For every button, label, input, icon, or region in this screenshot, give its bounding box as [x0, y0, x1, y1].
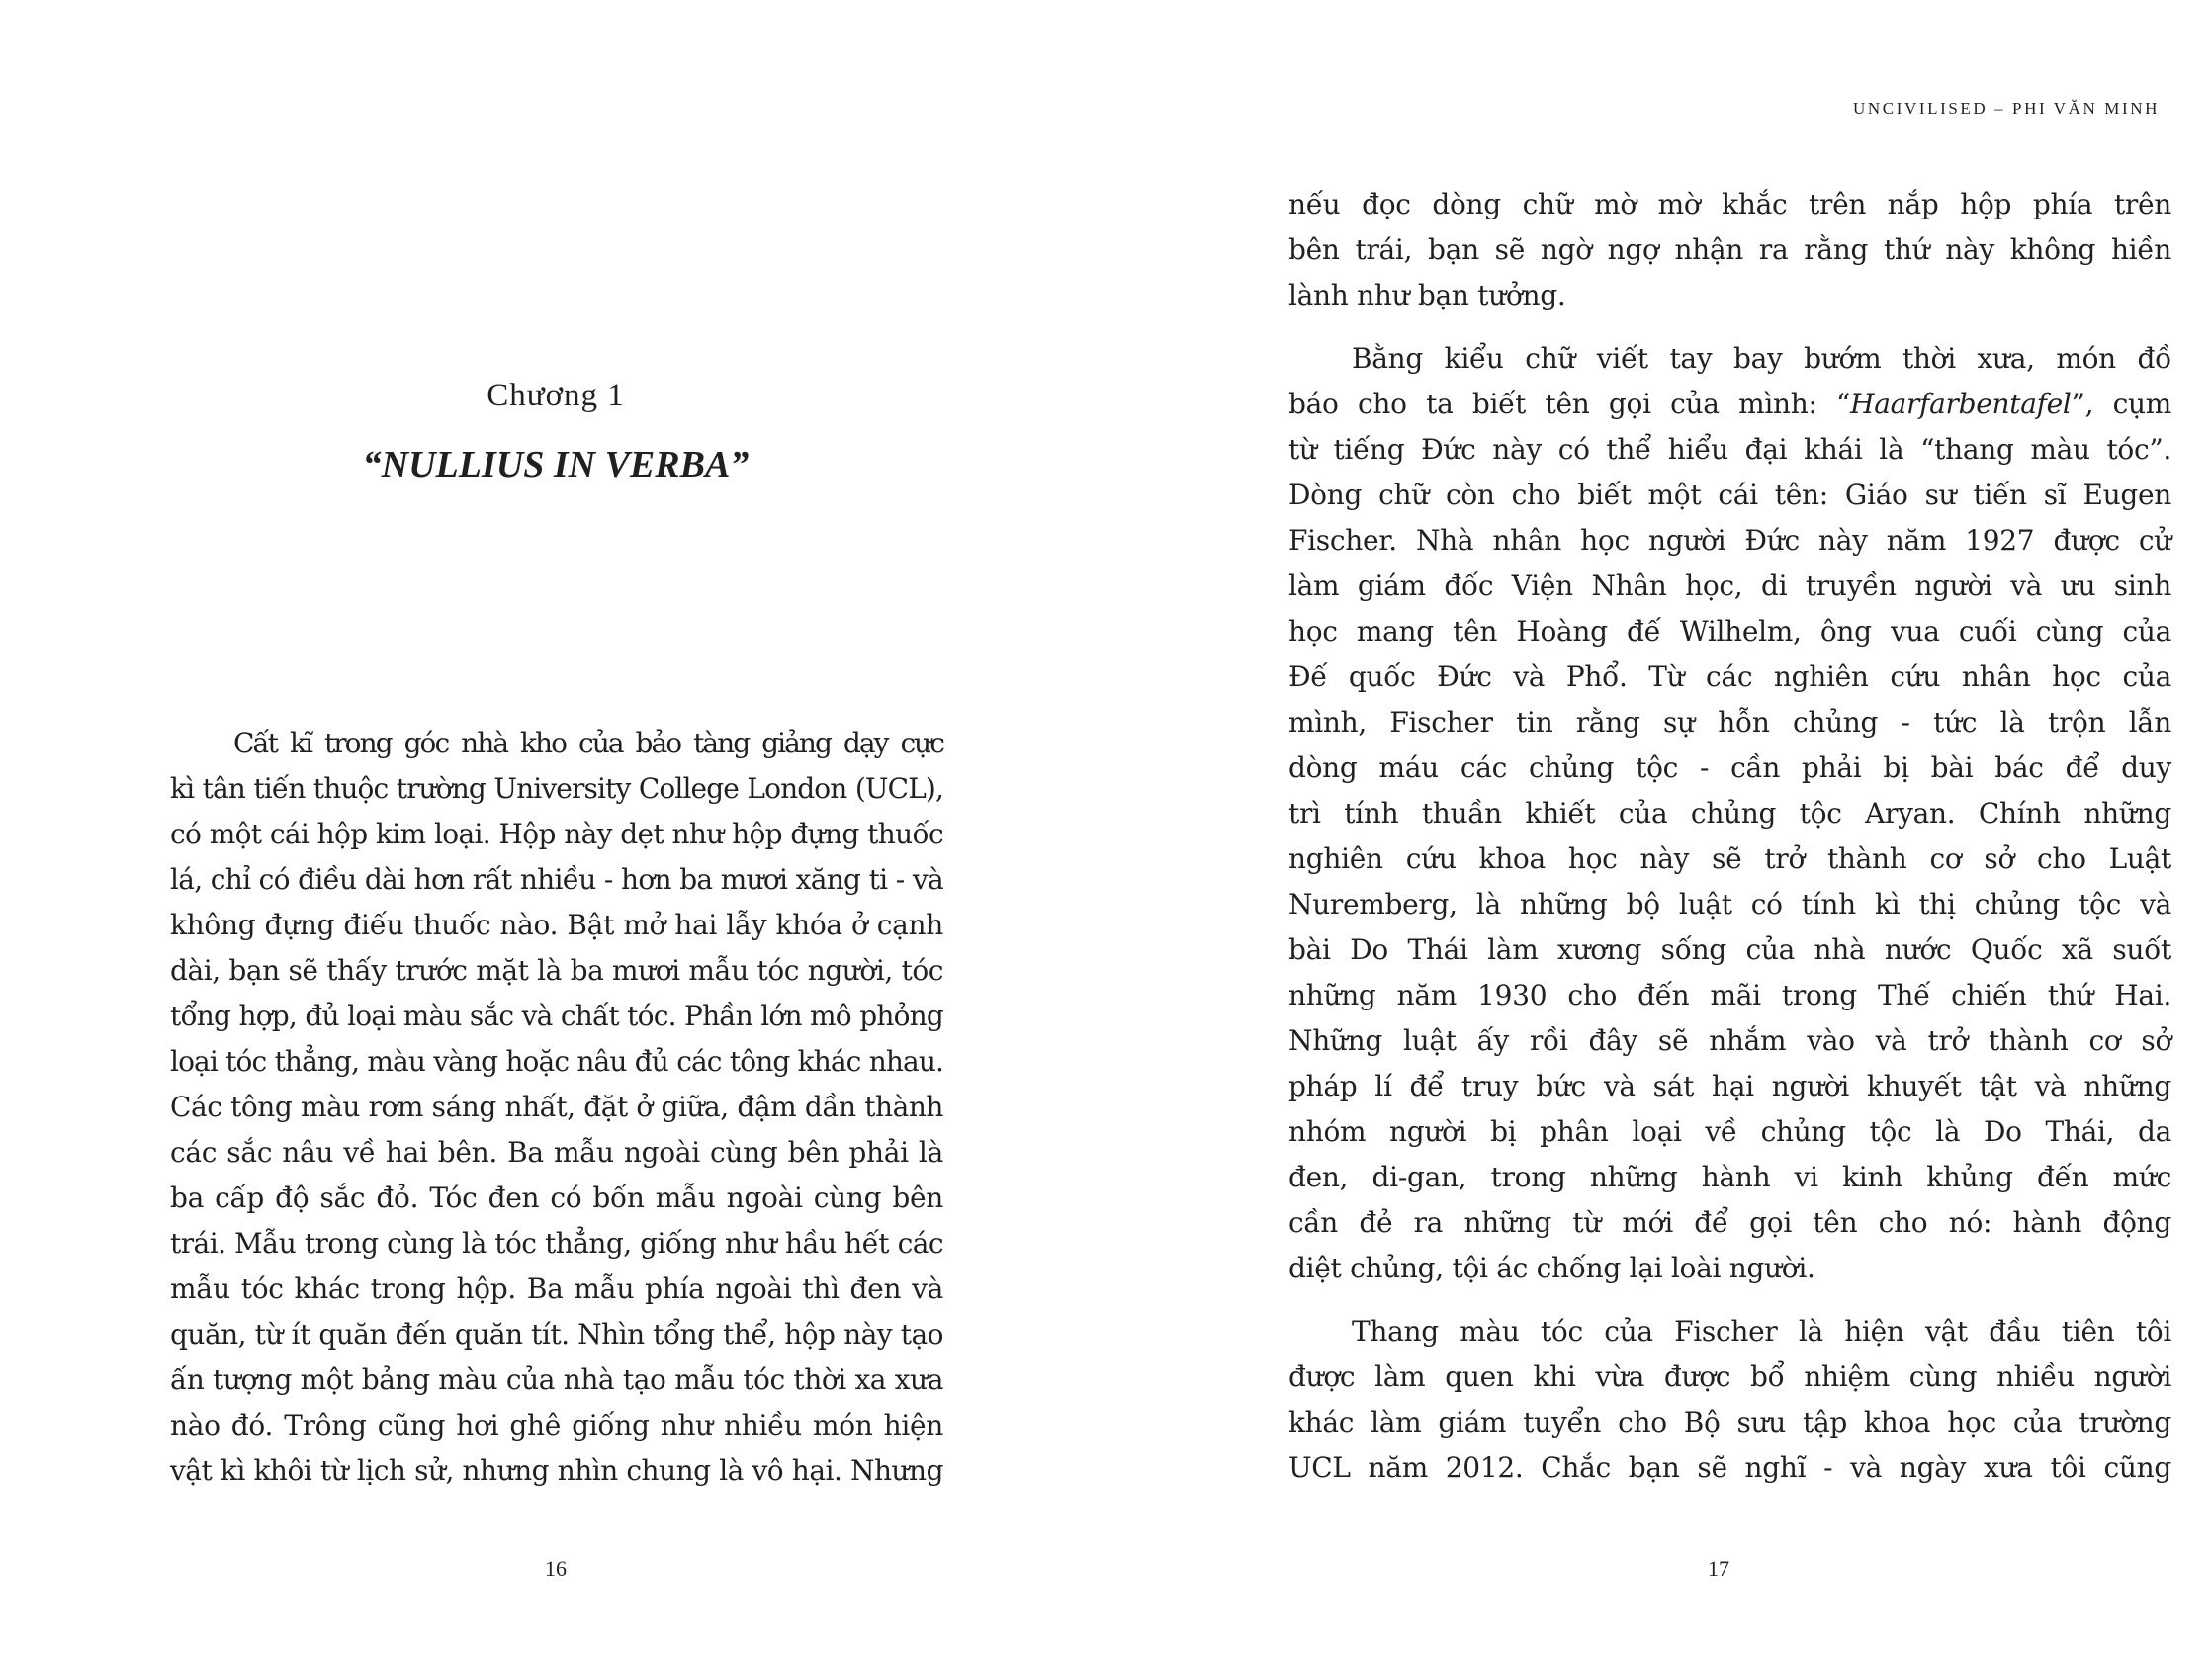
text-line: nghiên cứu khoa học này sẽ trở thành cơ sở cho Luật [1288, 842, 2171, 875]
right-page [1106, 0, 2212, 1667]
text-line: học mang tên Hoàng đế Wilhelm, ông vua cuối cùng của [1288, 615, 2171, 648]
text-line: Dòng chữ còn cho biết một cái tên: Giáo sư tiến sĩ Eugen [1288, 479, 2171, 511]
text-line: pháp lí để truy bức và sát hại người khuyết tật và những [1288, 1070, 2171, 1102]
paragraph [1288, 336, 2171, 1291]
text-line: Cất kĩ trong góc nhà kho của bảo tàng giảng dạy cực [233, 727, 943, 759]
text-line: Bằng kiểu chữ viết tay bay bướm thời xưa, món đồ [1352, 342, 2171, 375]
text-line: ấn tượng một bảng màu của nhà tạo mẫu tóc thời xa xưa [170, 1363, 943, 1396]
right-body-text [1288, 182, 2171, 1491]
text-line: làm giám đốc Viện Nhân học, di truyền người và ưu sinh [1288, 570, 2171, 602]
text-line: Đế quốc Đức và Phổ. Từ các nghiên cứu nhân học của [1288, 660, 2171, 693]
page-number-right: 17 [1708, 1556, 1729, 1581]
text-line: Thang màu tóc của Fischer là hiện vật đầu tiên tôi [1352, 1315, 2171, 1348]
text-line: bài Do Thái làm xương sống của nhà nước Quốc xã suốt [1288, 933, 2171, 966]
text-line: lá, chỉ có điều dài hơn rất nhiều - hơn ba mươi xăng ti - và [170, 863, 943, 896]
text-line: lành như bạn tưởng. [1288, 279, 1566, 311]
text-line: trái. Mẫu trong cùng là tóc thẳng, giống như hầu hết các [170, 1227, 943, 1260]
text-line: bên trái, bạn sẽ ngờ ngợ nhận ra rằng thứ này không hiền [1288, 233, 2171, 266]
text-line: diệt chủng, tội ác chống lại loài người. [1288, 1252, 1815, 1284]
text-line [1288, 382, 2171, 427]
text-line: có một cái hộp kim loại. Hộp này dẹt như hộp đựng thuốc [170, 818, 943, 850]
text-line: dòng máu các chủng tộc - cần phải bị bài bác để duy [1288, 751, 2171, 784]
text-line: đen, di-gan, trong những hành vi kinh khủng đến mức [1288, 1161, 2171, 1193]
text-line: nhóm người bị phân loại về chủng tộc là Do Thái, da [1288, 1115, 2171, 1148]
text-line: các sắc nâu về hai bên. Ba mẫu ngoài cùng bên phải là [170, 1136, 943, 1169]
text-line: từ tiếng Đức này có thể hiểu đại khái là “thang màu tóc”. [1288, 433, 2171, 466]
text-line: Những luật ấy rồi đây sẽ nhắm vào và trở thành cơ sở [1288, 1024, 2171, 1057]
text-line: nào đó. Trông cũng hơi ghê giống như nhiều món hiện [170, 1409, 943, 1442]
text-line: ba cấp độ sắc đỏ. Tóc đen có bốn mẫu ngoài cùng bên [170, 1182, 943, 1214]
text-line: những năm 1930 cho đến mãi trong Thế chiến thứ Hai. [1288, 979, 2171, 1011]
text-line: tổng hợp, đủ loại màu sắc và chất tóc. Phần lớn mô phỏng [170, 1000, 943, 1032]
text-segment: ”, cụm [2071, 388, 2171, 420]
running-head: UNCIVILISED – PHI VĂN MINH [1853, 99, 2160, 118]
page-number-left: 16 [545, 1556, 567, 1581]
text-line: cần đẻ ra những từ mới để gọi tên cho nó: hành động [1288, 1206, 2171, 1239]
text-line: loại tóc thẳng, màu vàng hoặc nâu đủ các tông khác nhau. [170, 1045, 943, 1078]
text-line: nếu đọc dòng chữ mờ mờ khắc trên nắp hộp phía trên [1288, 188, 2171, 220]
chapter-number: Chương 1 [487, 378, 625, 413]
text-line: dài, bạn sẽ thấy trước mặt là ba mươi mẫu tóc người, tóc [170, 954, 943, 987]
text-line: UCL năm 2012. Chắc bạn sẽ nghĩ - và ngày xưa tôi cũng [1288, 1451, 2171, 1484]
text-line: trì tính thuần khiết của chủng tộc Aryan. Chính những [1288, 797, 2171, 830]
text-line: khác làm giám tuyển cho Bộ sưu tập khoa học của trường [1288, 1406, 2171, 1439]
text-line: mẫu tóc khác trong hộp. Ba mẫu phía ngoài thì đen và [170, 1272, 943, 1305]
text-line: Fischer. Nhà nhân học người Đức này năm 1927 được cử [1288, 524, 2171, 557]
chapter-title: “NULLIUS IN VERBA” [362, 444, 750, 485]
text-line: không đựng điếu thuốc nào. Bật mở hai lẫy khóa ở cạnh [170, 909, 943, 941]
text-line: vật kì khôi từ lịch sử, nhưng nhìn chung là vô hại. Nhưng [170, 1454, 943, 1487]
german-term: Haarfarbentafel [1850, 388, 2072, 420]
left-body-text [170, 721, 943, 1494]
text-line: kì tân tiến thuộc trường University College London (UCL), [170, 772, 943, 805]
text-line: Các tông màu rơm sáng nhất, đặt ở giữa, đậm dần thành [170, 1091, 943, 1123]
text-line: được làm quen khi vừa được bổ nhiệm cùng nhiều người [1288, 1360, 2171, 1393]
text-line: Nuremberg, là những bộ luật có tính kì thị chủng tộc và [1288, 888, 2171, 921]
text-line: quăn, từ ít quăn đến quăn tít. Nhìn tổng thể, hộp này tạo [170, 1318, 943, 1351]
text-segment: báo cho ta biết tên gọi của mình: “ [1288, 388, 1851, 420]
paragraph [1288, 1309, 2171, 1491]
text-line: mình, Fischer tin rằng sự hỗn chủng - tức là trộn lẫn [1288, 706, 2171, 739]
paragraph [1288, 182, 2171, 318]
